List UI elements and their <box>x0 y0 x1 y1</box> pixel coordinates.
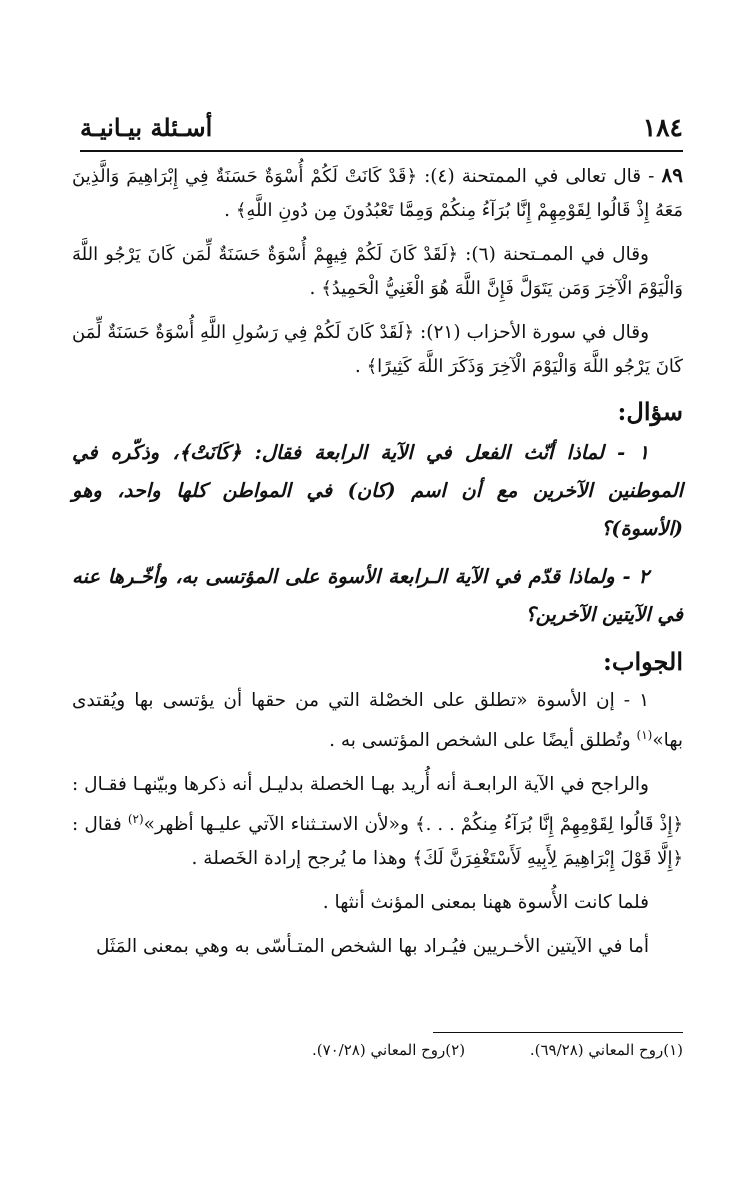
quran-verse: ﴿لَقَدْ كَانَ لَكُمْ فِيهِمْ أُسْوَةٌ حَسَنَةٌ لِّمَن كَانَ يَرْجُو اللَّهَ وَالْيَوْمَ الْآخِرَ وَمَن يَتَوَلَّ فَإِنَّ اللَّهَ هُوَ الْغَنِيُّ الْحَمِيدُ﴾ <box>72 244 683 299</box>
paragraph-text: وقال في الممـتحنة (٦): <box>458 244 649 265</box>
question-2: ٢ - ولماذا قدّم في الآية الـرابعة الأسوة على المؤتسى به، وأخّـرها عنه في الآيتين الآخرين؟ <box>72 565 683 626</box>
paragraph-89 <box>72 158 683 228</box>
answer-heading: الجواب: <box>603 647 683 676</box>
quran-verse: ﴿لَقَدْ كَانَ لَكُمْ فِي رَسُولِ اللَّهِ أُسْوَةٌ حَسَنَةٌ لِّمَن كَانَ يَرْجُو اللَّهَ وَالْيَوْمَ الْآخِرَ وَذَكَرَ اللَّهَ كَثِيرًا﴾ <box>72 322 683 377</box>
paragraph-end: . <box>224 200 236 221</box>
page-content <box>72 158 683 964</box>
question-1: ١ - لماذا أنّث الفعل في الآية الرابعة فقال: ﴿كَانَتْ﴾، وذكّره في الموطنين الآخرين مع أن اسم (كان) في المواطن كلها واحد، وهو (الأسوة)؟ <box>72 441 683 540</box>
paragraph-end: . <box>354 356 367 377</box>
answer-paragraph-2 <box>72 768 683 876</box>
paragraph-end: . <box>309 278 322 299</box>
answer-text: ١ - إن الأسوة «تطلق على الخصْلة التي من حقها أن يؤتسى بها ويُقتدى بها» <box>72 690 683 752</box>
answer-text-mid: و«لأن الاستـثناء الآتي عليـها أظهر» <box>143 814 416 836</box>
question-heading: سؤال: <box>617 397 683 426</box>
quran-verse: ﴿قَدْ كَانَتْ لَكُمْ أُسْوَةٌ حَسَنَةٌ فِي إِبْرَاهِيمَ وَالَّذِينَ مَعَهُ إِذْ قَالُوا لِقَوْمِهِمْ إِنَّا بُرَآءُ مِنكُمْ وَمِمَّا تَعْبُدُونَ مِن دُونِ اللَّهِ﴾ <box>72 166 683 221</box>
book-title: أسـئلة بيـانيـة <box>80 113 213 142</box>
answer-paragraph-3: فلما كانت الأُسوة ههنا بمعنى المؤنث أنثها . <box>322 892 649 914</box>
footnote-1: (١)روح المعاني (٦٩/٢٨). <box>529 1041 683 1059</box>
answer-paragraph-4: أما في الآيتين الأخـريين فيُـراد بها الشخص المتـأسّى به وهي بمعنى المَثَل <box>96 936 649 958</box>
footnote-ref-2: (٢) <box>127 812 144 827</box>
quran-verse: ﴿إِلَّا قَوْلَ إِبْرَاهِيمَ لِأَبِيهِ لَأَسْتَغْفِرَنَّ لَكَ﴾ <box>412 848 683 870</box>
footnote-rule <box>433 1032 683 1033</box>
footnote-ref-1: (١) <box>636 728 653 742</box>
answer-text-mid2: فقال : <box>72 814 128 836</box>
answer-text: والراجح في الآية الرابعـة أنه أُريد بهـا الخصلة بدليـل أنه ذكرها وبيّنهـا فقـال : <box>72 774 649 796</box>
footnote-2: (٢)روح المعاني (٧٠/٢٨). <box>311 1041 466 1059</box>
paragraph-text: وقال في سورة الأحزاب (٢١): <box>414 322 650 343</box>
page-number: ١٨٤ <box>642 113 683 142</box>
paragraph-text: - قال تعالى في الممتحنة (٤): <box>417 166 662 187</box>
paragraph-ahzab-21 <box>72 316 683 384</box>
answer-text-end: وتُطلق أيضًا على الشخص المؤتسى به . <box>329 730 637 752</box>
page-header <box>80 112 683 152</box>
paragraph-number: ٨٩ <box>661 163 683 187</box>
header-rule <box>80 150 683 152</box>
answer-paragraph-1 <box>72 684 683 758</box>
answer-text-end: وهذا ما يُرجح إرادة الخَصلة . <box>191 848 413 870</box>
paragraph-mumtahana-6 <box>72 238 683 306</box>
footnotes <box>72 1038 683 1062</box>
quran-verse: ﴿إِذْ قَالُوا لِقَوْمِهِمْ إِنَّا بُرَآءُ مِنكُمْ . . .﴾ <box>415 814 683 836</box>
